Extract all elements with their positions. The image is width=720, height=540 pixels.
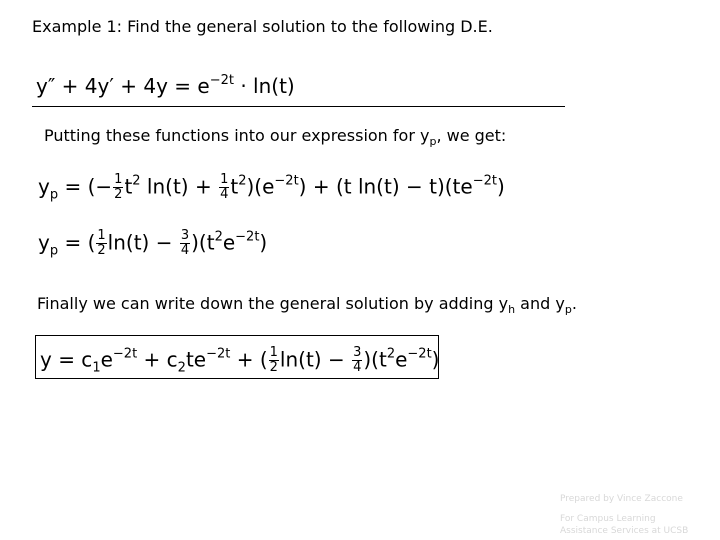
- fraction: $\frac{1}{2}$: [114, 172, 123, 203]
- credit-line-1: Prepared by Vince Zaccone: [560, 494, 683, 504]
- general-solution: $y = c_1e^{-2t} + c_2te^{-2t}$ + ( $\frac{1}{2}$ ln(t) − $\frac{3}{4}$ )$(t^2e^{-2t})$: [40, 345, 440, 376]
- differential-equation: $y'' + 4y' + 4y = e^{-2t} \cdot \ln(t)$: [36, 73, 295, 98]
- example-title: Example 1: Find the general solution to the following D.E.: [32, 17, 493, 36]
- fraction: $\frac{3}{4}$: [180, 228, 190, 259]
- particular-solution-expanded: $y_p$ = (− $\frac{1}{2}$ $t^2$ ln(t) + $\frac{1}{4}$ $t^2)(e^{-2t}) + (t$ $\ln(t) - t)(te^{-2t})$: [38, 172, 505, 203]
- credit-line-2: For Campus Learning: [560, 514, 656, 524]
- separator-line: [32, 106, 565, 107]
- finally-sentence: Finally we can write down the general solution by adding $y_h$ and $y_p$.: [37, 294, 577, 316]
- credit-line-3: Assistance Services at UCSB: [560, 526, 689, 536]
- fraction: $\frac{1}{2}$: [269, 345, 278, 376]
- fraction: $\frac{3}{4}$: [353, 345, 362, 376]
- fraction: $\frac{1}{2}$: [97, 228, 106, 259]
- putting-sentence: Putting these functions into our expression for $y_p$, we get:: [44, 126, 507, 148]
- fraction: $\frac{1}{4}$: [220, 172, 229, 203]
- particular-solution-simplified: $y_p$ = ( $\frac{1}{2}$ ln(t) − $\frac{3}{4}$ )$(t^2e^{-2t})$: [38, 228, 268, 259]
